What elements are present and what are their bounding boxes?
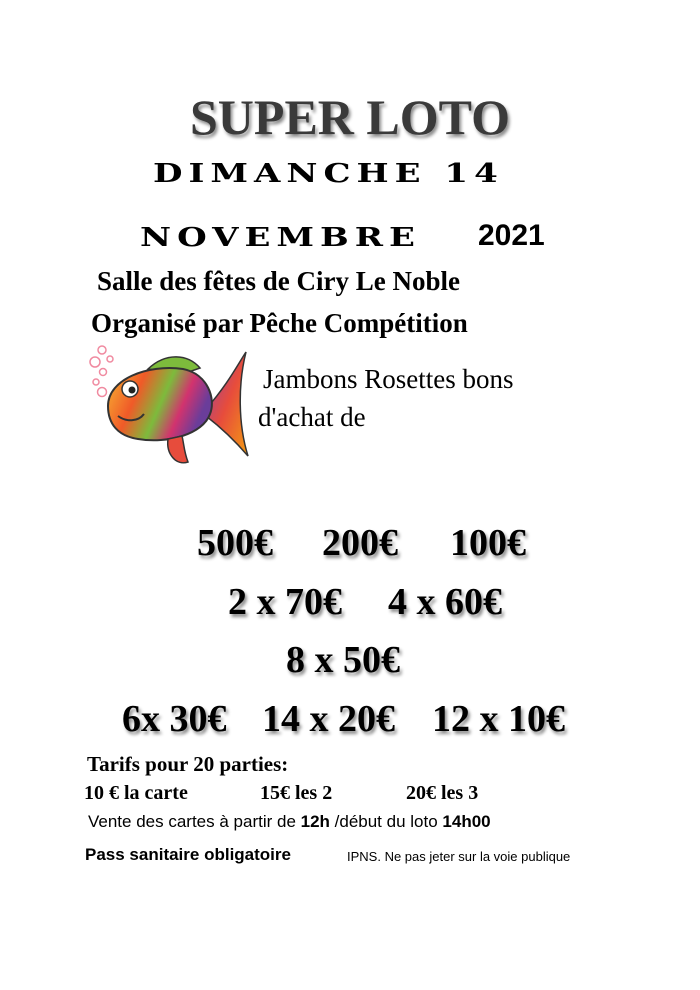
prize-amount: 4 x 60€ [388,581,502,623]
tarifs-heading: Tarifs pour 20 parties: [87,752,289,776]
date-line-month: NOVEMBRE [140,222,421,254]
prizes-intro-line1: Jambons Rosettes bons [263,364,514,394]
prize-amount: 2 x 70€ [228,581,342,623]
tarif-item: 20€ les 3 [406,782,479,804]
prize-amount: 8 x 50€ [286,639,400,681]
prize-amount: 6x 30€ [122,698,227,740]
start-time: 14h00 [442,812,491,831]
sale-text-start: /début du loto [329,812,443,831]
prize-amount: 200€ [322,522,398,564]
date-year: 2021 [478,219,545,252]
prize-amount: 500€ [197,522,273,564]
prize-amount: 12 x 10€ [432,698,565,740]
prizes-intro-line2: d'achat de [258,402,366,432]
sale-text: Vente des cartes à partir de [88,812,301,831]
tarif-item: 15€ les 2 [260,782,333,804]
ipns-text: IPNS. Ne pas jeter sur la voie publique [347,849,571,864]
prize-amount: 100€ [450,522,526,564]
prize-amount: 14 x 20€ [262,698,395,740]
fish-icon [88,344,258,469]
poster-title: SUPER LOTO [190,89,510,145]
bubbles [90,346,113,397]
sale-info [88,812,491,832]
date-line-day: DIMANCHE 14 [153,158,504,190]
sale-time: 12h [300,812,330,831]
venue-text: Salle des fêtes de Ciry Le Noble [97,266,460,296]
pass-sanitaire-text: Pass sanitaire obligatoire [85,845,291,864]
tarif-item: 10 € la carte [84,782,188,804]
organizer-text: Organisé par Pêche Compétition [91,308,468,338]
